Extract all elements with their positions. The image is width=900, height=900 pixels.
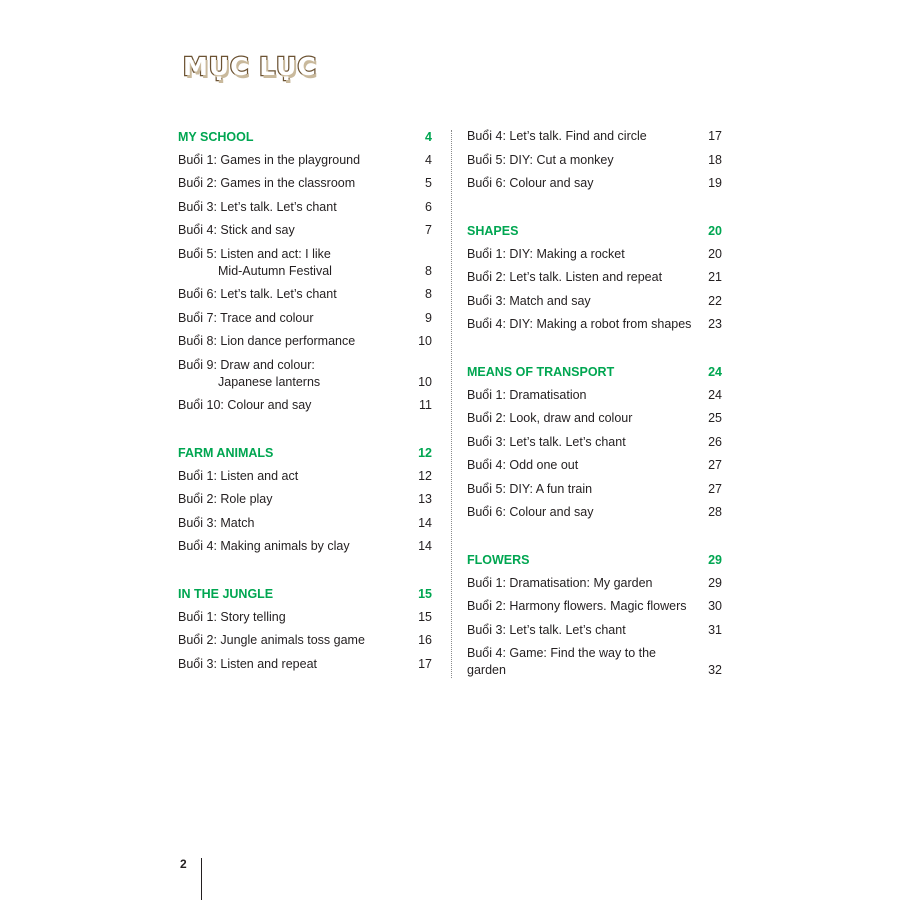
toc-entry[interactable] [467,410,722,434]
entry-label [178,515,254,532]
section-heading[interactable] [178,128,432,152]
entry-label [467,128,647,145]
toc-entry[interactable] [178,152,432,176]
entry-label [178,538,350,555]
entry-page-number: 4 [425,152,432,167]
entry-title: Buổi 2: Let’s talk. Listen and repeat [467,270,663,284]
entry-title: Buổi 6: Colour and say [467,505,594,519]
entry-label [467,645,698,679]
toc-entry[interactable] [178,491,432,515]
toc-entry[interactable] [467,434,722,458]
entry-page-number: 11 [419,398,432,412]
section-title: FARM ANIMALS [178,446,274,460]
entry-page-number: 10 [418,334,432,348]
page-title: MỤC LỤC [183,52,317,81]
toc-entry[interactable] [467,645,722,686]
entry-title: Buổi 3: Let’s talk. Let’s chant [467,622,626,637]
section-heading[interactable] [467,551,722,575]
entry-label [467,504,593,521]
section-page-number: 15 [418,587,432,601]
entry-page-number: 20 [708,246,722,261]
entry-page-number: 12 [418,468,432,483]
section-page-number: 4 [425,130,432,144]
section-page-number: 20 [708,224,722,238]
entry-page-number: 14 [418,539,432,553]
entry-label [178,175,355,192]
entry-title: Buổi 5: Listen and act: I like [178,246,331,261]
entry-page-number: 28 [708,505,722,519]
entry-label [467,152,614,169]
entry-title: Buổi 8: Lion dance performance [178,334,356,348]
entry-title: Buổi 6: Let’s talk. Let’s chant [178,287,337,301]
entry-page-number: 31 [708,622,722,637]
entry-label [467,387,587,404]
toc-entry[interactable] [467,457,722,481]
entry-label [467,457,578,474]
toc-entry[interactable] [467,316,722,340]
entry-page-number: 23 [708,317,722,331]
toc-entry[interactable] [467,598,722,622]
section-title: FLOWERS [467,553,530,567]
toc-entry[interactable] [178,397,432,421]
entry-title: Buổi 4: Making animals by clay [178,539,350,553]
toc-entry[interactable] [467,246,722,270]
entry-label [178,310,314,327]
toc-entry[interactable] [467,622,722,646]
entry-title: Buổi 1: Dramatisation [467,387,587,402]
toc-entry[interactable] [467,481,722,505]
entry-page-number: 25 [708,411,722,425]
entry-label [178,468,298,485]
toc-entry[interactable] [467,175,722,199]
entry-label [178,397,311,414]
entry-page-number: 19 [708,176,722,190]
entry-title: Buổi 3: Let’s talk. Let’s chant [178,199,337,214]
toc-right-column [467,128,722,709]
entry-page-number: 6 [425,199,432,214]
entry-title: Buổi 2: Harmony flowers. Magic flowers [467,599,687,613]
toc-entry[interactable] [178,222,432,246]
toc-section [467,128,722,199]
entry-page-number: 27 [708,481,722,496]
section-page-number: 29 [708,553,722,567]
section-title: MEANS OF TRANSPORT [467,365,615,379]
entry-label [178,333,355,350]
entry-label [467,269,662,286]
entry-title: Buổi 5: DIY: Cut a monkey [467,152,614,167]
entry-page-number: 10 [418,374,432,389]
entry-label [178,357,320,391]
entry-page-number: 17 [708,129,722,143]
entry-label [178,222,295,239]
entry-page-number: 32 [708,663,722,677]
toc-section [467,551,722,686]
toc-section [467,222,722,340]
entry-label [178,286,337,303]
entry-page-number: 26 [708,434,722,449]
toc-entry[interactable] [178,656,432,680]
entry-title: Buổi 6: Colour and say [467,176,594,190]
section-heading[interactable] [467,222,722,246]
entry-title-continued: Mid-Autumn Festival [218,263,332,278]
entry-label [467,575,653,592]
entry-title: Buổi 3: Let’s talk. Let’s chant [467,434,626,449]
entry-title: Buổi 3: Listen and repeat [178,656,317,671]
entry-title: Buổi 4: DIY: Making a robot from shapes [467,317,692,331]
entry-title: Buổi 7: Trace and colour [178,310,314,325]
entry-page-number: 30 [708,599,722,613]
entry-label [178,609,286,626]
toc-entry[interactable] [467,504,722,528]
entry-title: Buổi 5: DIY: A fun train [467,481,593,496]
toc-entry[interactable] [467,575,722,599]
toc-entry[interactable] [178,468,432,492]
toc-entry[interactable] [178,199,432,223]
entry-page-number: 15 [418,609,432,624]
toc-entry[interactable] [178,609,432,633]
toc-entry[interactable] [178,333,432,357]
entry-title: Buổi 2: Games in the classroom [178,176,356,190]
toc-left-column [178,128,432,703]
entry-page-number: 7 [425,223,432,237]
entry-title: Buổi 1: Dramatisation: My garden [467,575,653,590]
entry-page-number: 29 [708,575,722,590]
section-title: IN THE JUNGLE [178,587,274,601]
entry-title: Buổi 1: Listen and act [178,468,299,483]
entry-title: Buổi 10: Colour and say [178,398,312,412]
entry-page-number: 13 [418,492,432,506]
footer-rule [201,858,202,900]
toc-entry[interactable] [178,357,432,398]
entry-page-number: 24 [708,387,722,402]
toc-entry[interactable] [467,387,722,411]
entry-label [467,410,632,427]
entry-title: Buổi 1: DIY: Making a rocket [467,246,625,261]
column-divider [451,130,452,678]
toc-entry[interactable] [178,538,432,562]
entry-label [467,481,592,498]
entry-label [178,491,273,508]
entry-title-continued: Japanese lanterns [218,374,321,389]
section-title: MY SCHOOL [178,130,254,144]
entry-label [467,622,626,639]
section-page-number: 12 [418,446,432,460]
toc-entry[interactable] [467,152,722,176]
entry-title: Buổi 1: Story telling [178,609,286,624]
toc-entry[interactable] [178,310,432,334]
entry-page-number: 27 [708,458,722,472]
entry-label [178,152,360,169]
entry-page-number: 9 [425,310,432,325]
entry-title: Buổi 4: Stick and say [178,223,295,237]
entry-title: Buổi 3: Match and say [467,293,591,308]
page-number: 2 [180,857,187,871]
entry-title: Buổi 4: Let’s talk. Find and circle [467,129,647,143]
entry-label [467,293,591,310]
entry-label [178,246,332,280]
entry-page-number: 8 [425,287,432,301]
entry-title: Buổi 3: Match [178,515,255,530]
section-heading[interactable] [178,585,432,609]
toc-section [178,585,432,679]
entry-label [467,316,691,333]
entry-page-number: 5 [425,176,432,190]
toc-section [467,363,722,528]
entry-page-number: 16 [418,633,432,647]
entry-title: Buổi 4: Odd one out [467,458,579,472]
toc-entry[interactable] [467,128,722,152]
toc-entry[interactable] [178,515,432,539]
entry-title: Buổi 2: Jungle animals toss game [178,633,365,647]
entry-page-number: 17 [418,656,432,671]
section-heading[interactable] [467,363,722,387]
entry-label [178,199,337,216]
entry-label [467,598,687,615]
toc-section [178,128,432,421]
toc-entry[interactable] [467,269,722,293]
entry-label [178,632,365,649]
entry-label [178,656,317,673]
toc-entry[interactable] [178,175,432,199]
entry-title: Buổi 2: Look, draw and colour [467,411,633,425]
entry-page-number: 18 [708,152,722,167]
toc-entry[interactable] [178,246,432,287]
entry-page-number: 14 [418,515,432,530]
entry-title: Buổi 1: Games in the playground [178,152,361,167]
entry-title: Buổi 2: Role play [178,492,273,506]
entry-title: Buổi 9: Draw and colour: [178,357,315,372]
entry-page-number: 8 [425,263,432,278]
section-page-number: 24 [708,365,722,379]
toc-entry[interactable] [178,286,432,310]
section-heading[interactable] [178,444,432,468]
section-title: SHAPES [467,224,519,238]
entry-label [467,175,593,192]
entry-title: Buổi 4: Game: Find the way to the garden [467,646,656,677]
entry-page-number: 21 [708,270,722,284]
toc-entry[interactable] [467,293,722,317]
entry-label [467,246,625,263]
toc-section [178,444,432,562]
toc-entry[interactable] [178,632,432,656]
entry-page-number: 22 [708,293,722,308]
entry-label [467,434,626,451]
